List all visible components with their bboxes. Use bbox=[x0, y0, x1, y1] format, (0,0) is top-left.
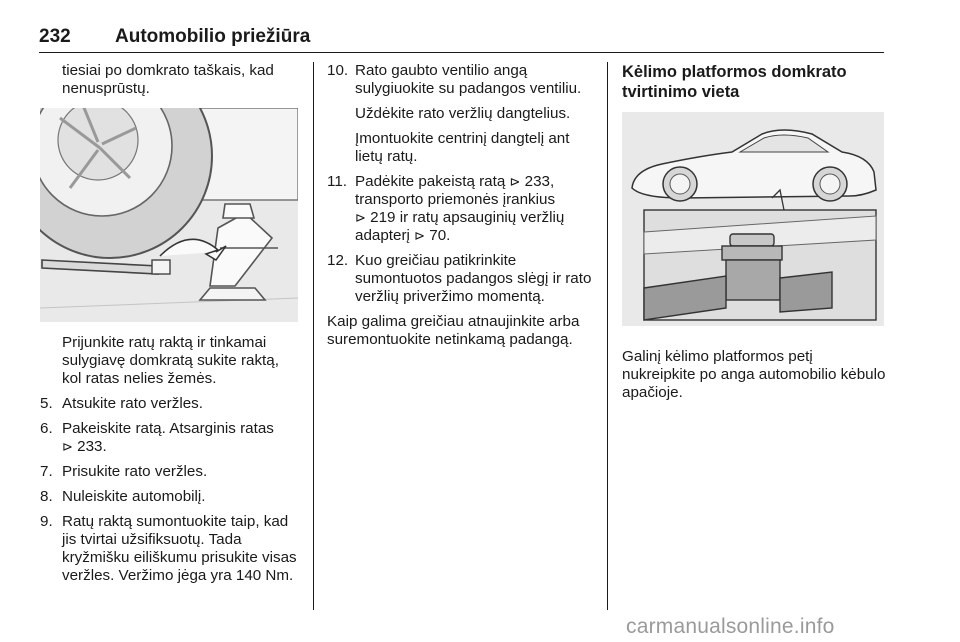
page-reference-icon: ⊳ bbox=[62, 439, 73, 454]
intro-text: tiesiai po domkrato taškais, kad nenusprūstų. bbox=[62, 62, 274, 97]
column-3 bbox=[622, 62, 887, 402]
step-text: Nuleiskite automobilį. bbox=[62, 488, 206, 505]
list-item bbox=[40, 463, 302, 481]
step-number: 9. bbox=[40, 513, 53, 530]
step-number: 10. bbox=[327, 62, 349, 79]
lift-point-illustration bbox=[622, 112, 884, 326]
column-divider bbox=[313, 62, 314, 610]
body-text: Galinį kėlimo platformos petį nukreipkite po anga automobilio kėbulo apačioje. bbox=[622, 348, 886, 401]
step-text: transporto priemonės įrankius bbox=[355, 191, 556, 208]
column-1 bbox=[40, 62, 302, 592]
step-subtext: Uždėkite rato veržlių dangtelius. bbox=[355, 105, 571, 122]
list-item bbox=[327, 62, 595, 98]
list-item bbox=[40, 395, 302, 413]
step-text: Kuo greičiau patikrinkite sumontuotos padangos slėgį ir rato veržlių priveržimo momentą. bbox=[355, 252, 592, 305]
page-reference[interactable]: 219 ir ratų apsauginių veržlių adapterį bbox=[355, 209, 565, 244]
column-2 bbox=[327, 62, 595, 349]
watermark: carmanualsonline.info bbox=[626, 615, 835, 638]
step-text: Atsukite rato veržles. bbox=[62, 395, 203, 412]
step-text: Padėkite pakeistą ratą bbox=[355, 173, 506, 190]
step-number: 7. bbox=[40, 463, 53, 480]
page-title: Automobilio priežiūra bbox=[115, 26, 311, 47]
step-text: Prijunkite ratų raktą ir tinkamai sulygiavę domkratą sukite raktą, kol ratas nelies žemės. bbox=[62, 334, 279, 387]
page-reference[interactable]: 233, bbox=[524, 173, 555, 190]
step-number: 11. bbox=[327, 173, 347, 190]
page-header bbox=[39, 26, 884, 53]
page-reference[interactable]: 70. bbox=[429, 227, 451, 244]
step-number: 12. bbox=[327, 252, 349, 269]
page-reference-icon: ⊳ bbox=[509, 174, 521, 189]
column-divider bbox=[607, 62, 608, 610]
page-number: 232 bbox=[39, 26, 71, 47]
step-text: Rato gaubto ventilio angą sulygiuokite su padangos ventiliu. bbox=[355, 62, 582, 97]
step-text: Ratų raktą sumontuokite taip, kad jis tvirtai užsifiksuotų. Tada kryžmišku eiliškumu prisukite visas veržles. Veržimo jėga yra 140 Nm. bbox=[62, 513, 297, 584]
jack-illustration bbox=[40, 108, 298, 322]
step-subtext: Įmontuokite centrinį dangtelį ant lietų ratų. bbox=[355, 130, 570, 165]
list-item bbox=[327, 252, 595, 306]
step-number: 8. bbox=[40, 488, 53, 505]
list-item bbox=[40, 488, 302, 506]
step-text: Prisukite rato veržles. bbox=[62, 463, 208, 480]
list-item bbox=[40, 513, 302, 585]
step-text: Pakeiskite ratą. Atsarginis ratas bbox=[62, 420, 274, 437]
list-item bbox=[40, 420, 302, 456]
page-reference-icon: ⊳ bbox=[414, 228, 426, 243]
step-number: 6. bbox=[40, 420, 53, 437]
list-item bbox=[327, 173, 595, 245]
page-reference[interactable]: 233. bbox=[77, 438, 107, 455]
section-heading: Kėlimo platformos domkrato tvirtinimo vieta bbox=[622, 63, 847, 101]
page-reference-icon: ⊳ bbox=[355, 210, 366, 225]
step-number: 5. bbox=[40, 395, 53, 412]
closing-text: Kaip galima greičiau atnaujinkite arba suremontuokite netinkamą padangą. bbox=[327, 313, 580, 348]
